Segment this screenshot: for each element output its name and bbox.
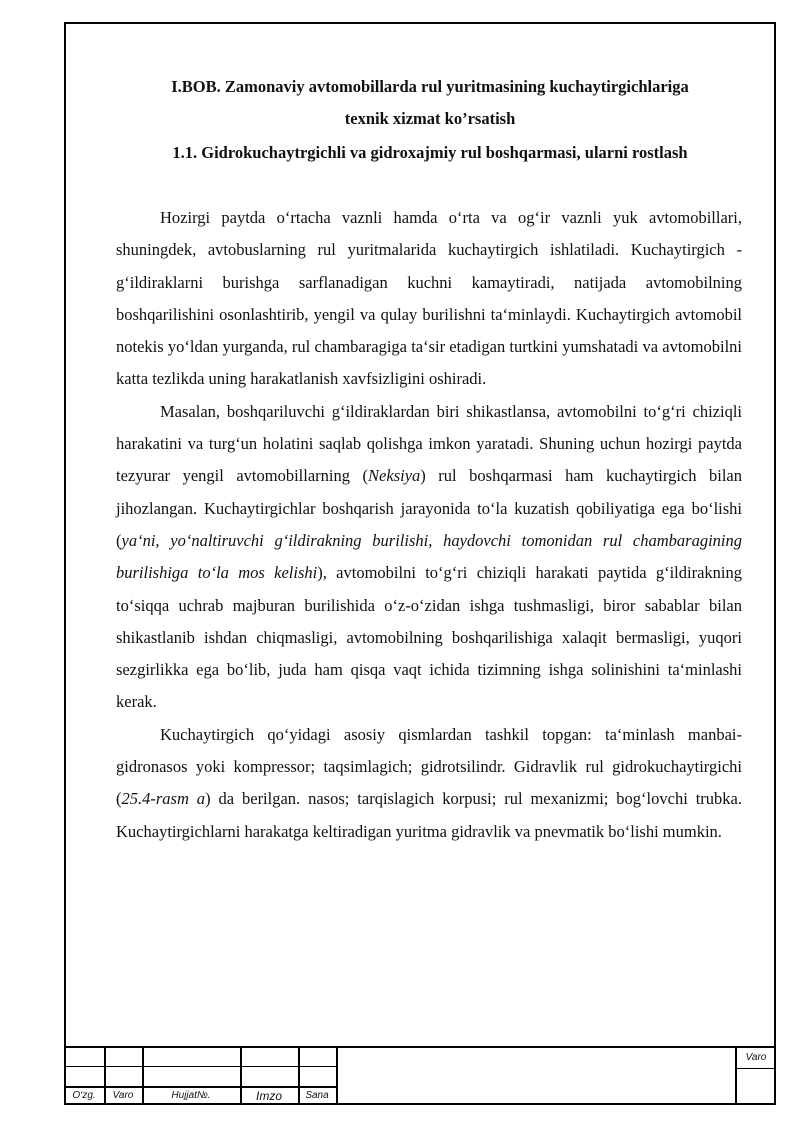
body-text bbox=[116, 202, 742, 848]
stamp-label-hujjat: Hujjat№. bbox=[171, 1090, 211, 1101]
paragraph-2-part-a: Masalan, boshqariluvchi g‘ildiraklardan biri shikastlansa, avtomobilni to‘g‘ri chiziqli harakatini va turg‘un holatini saqlab qolishga imkon yaratadi. Shuning uchun hozirgi paytda tezyurar yengil avtomobillarning ( bbox=[116, 401, 742, 486]
stamp-label-varo: Varo bbox=[112, 1090, 134, 1101]
paragraph-3-part-a: Kuchaytirgich qo‘yidagi asosiy qismlardan tashkil topgan: ta‘minlash manbai-gidronasos yoki kompressor; taqsimlagich; gidrotsilindr. Gidravlik rul gidrokuchaytirgichi ( bbox=[116, 724, 742, 809]
paragraph-2 bbox=[116, 396, 742, 719]
stamp-label-sana: Sana bbox=[305, 1090, 329, 1101]
stamp-top-line bbox=[64, 1046, 776, 1048]
paragraph-2-part-c: ) rul boshqarmasi ham kuchaytirgich bilan jihozlangan. Kuchaytirgichlar boshqarish jarayonida to‘la kuzatish qobiliyatiga ega bo‘lishi ( bbox=[116, 466, 743, 550]
paragraph-1: Hozirgi paytda o‘rtacha vaznli hamda o‘rta va og‘ir vaznli yuk avtomobillari, shuningdek, avtobuslarning rul yuritmalarida kuchaytirgich ishlatiladi. Kuchaytirgich - g‘ildiraklarni burishga sarflanadigan kuchni kamaytiradi, natijada avtomobilning boshqarilishini osonlashtirib, yengil va qulay burilishni ta‘minlaydi. Kuchaytirgich avtomobil notekis yo‘ldan yurganda, rul chambaragiga ta‘sir etadigan turtkini yumshatadi va avtomobilni katta tezlikda uning harakatlanish xavfsizligini oshiradi. bbox=[116, 208, 742, 389]
chapter-title-line-2: texnik xizmat ko’rsatish bbox=[344, 109, 516, 128]
paragraph-2-italic-neksiya: Neksiya bbox=[368, 466, 421, 486]
paragraph-3-part-c: ) da berilgan. nasos; tarqislagich korpusi; rul mexanizmi; bog‘lovchi trubka. Kuchaytirgichlarni harakatga keltiradigan yuritma gidravlik va pnevmatik bo‘lishi mumkin. bbox=[116, 789, 742, 841]
stamp-sheet-label: Varo bbox=[745, 1052, 767, 1063]
chapter-title-line-1: I.BOB. Zamonaviy avtomobillarda rul yuritmasining kuchaytirgichlariga bbox=[171, 77, 689, 96]
paragraph-3-italic-figure-ref: 25.4-rasm a bbox=[121, 789, 206, 809]
stamp-label-imzo: Imzo bbox=[255, 1089, 282, 1103]
title-block bbox=[64, 1046, 776, 1105]
stamp-label-ozg: O‘zg. bbox=[72, 1090, 96, 1101]
stamp-sheet-line bbox=[736, 1068, 776, 1069]
paragraph-2-part-e: ), avtomobilni to‘g‘ri chiziqli harakati paytida g‘ildirakning to‘siqqa uchrab majburan burilishida o‘z-o‘zidan ishga tushmasligi, biror sabablar bilan shikastlanib ishdan chiqmasligi, avtomobilning boshqarilishiga xalaqit bermasligi, yuqori sezgirlikka ega bo‘lib, juda ham qisqa vaqt ichida tizimning ishga solinishini ta‘minlashi kerak. bbox=[116, 563, 742, 712]
paragraph-3 bbox=[116, 719, 742, 848]
stamp-col-line-5 bbox=[336, 1046, 338, 1105]
paragraph-2-italic-explanation: ya‘ni, yo‘naltiruvchi g‘ildirakning burilishi, haydovchi tomonidan rul chambaragining burilishiga to‘la mos kelishi bbox=[116, 530, 742, 583]
section-title: 1.1. Gidrokuchaytrgichli va gidroxajmiy rul boshqarmasi, ularni rostlash bbox=[172, 143, 688, 162]
